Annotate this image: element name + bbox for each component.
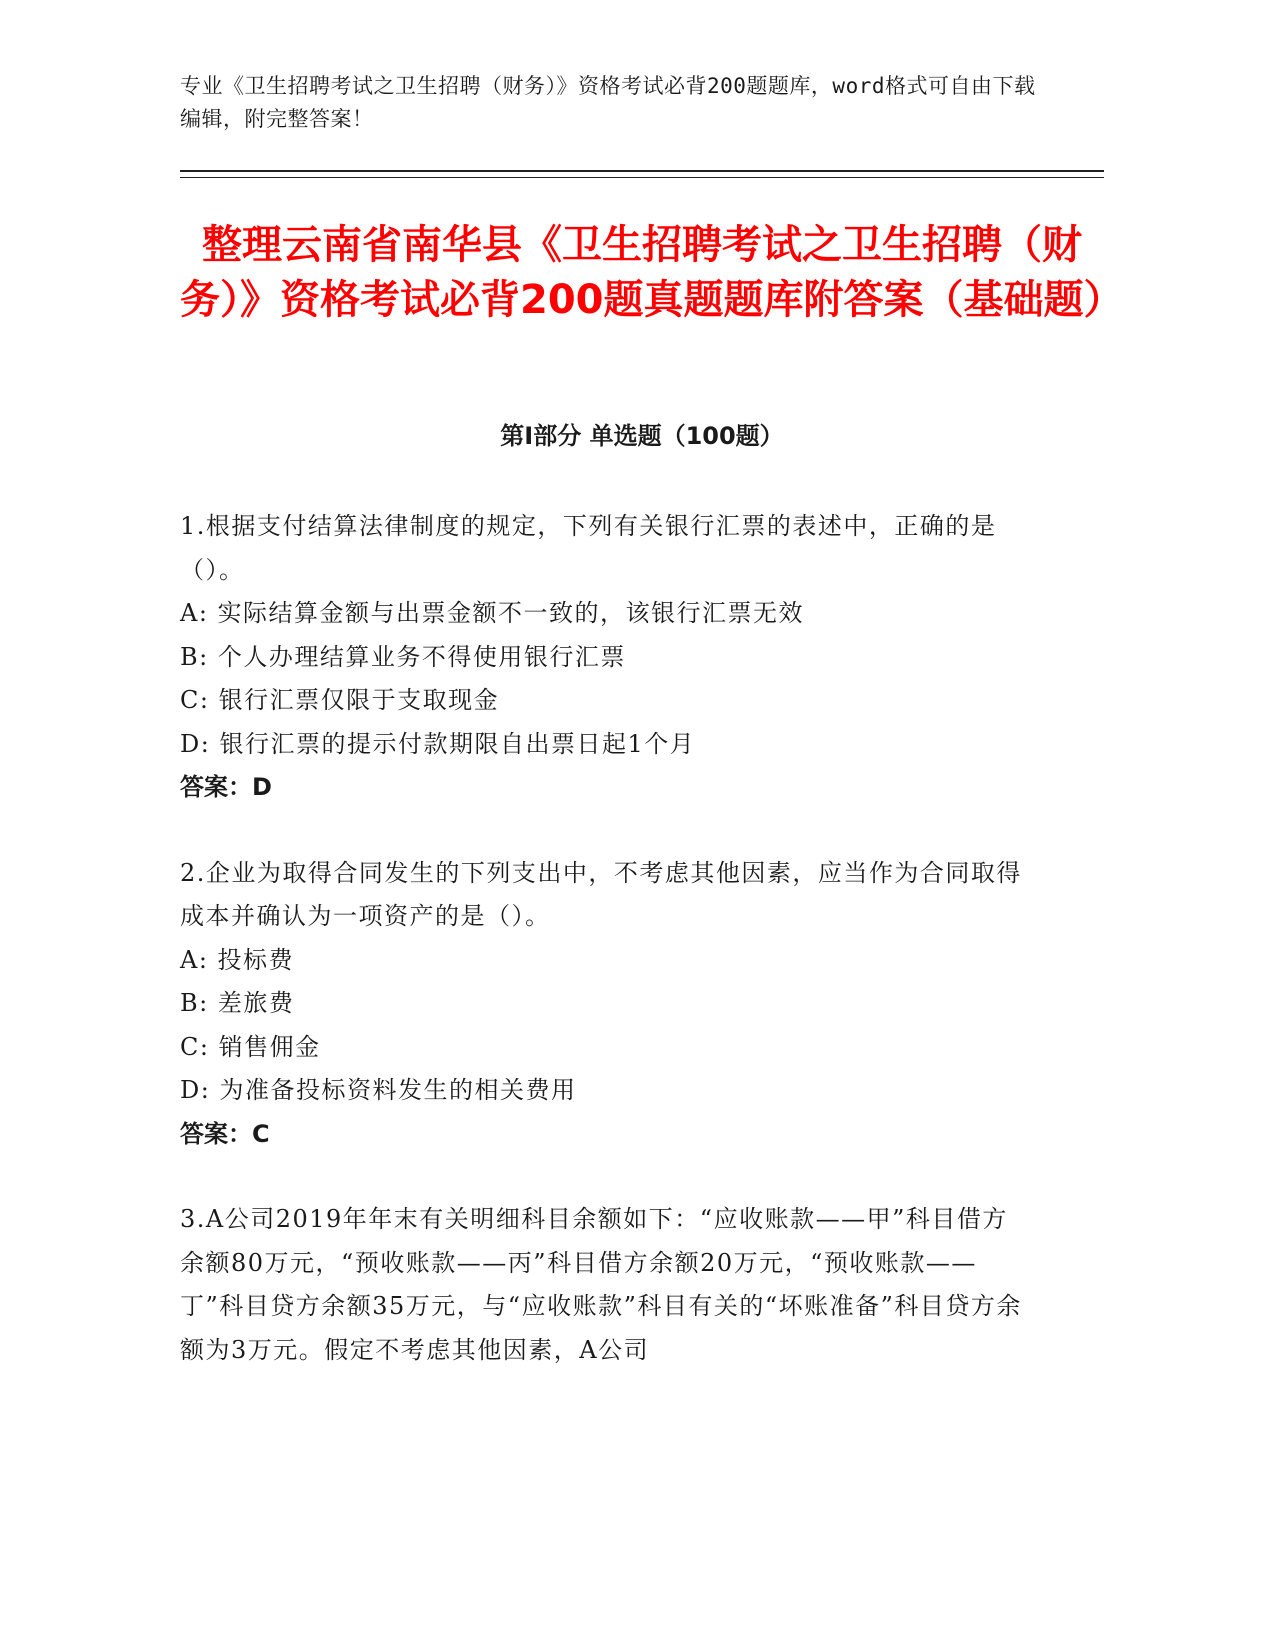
- question-3: [180, 1198, 1030, 1372]
- option-d: D: 银行汇票的提示付款期限自出票日起1个月: [180, 729, 696, 758]
- answer: 答案：D: [180, 773, 272, 801]
- header-divider-thin: [180, 177, 1104, 178]
- document-title: 整理云南省南华县《卫生招聘考试之卫生招聘（财务）》资格考试必背200题真题题库附答案（基础题）: [180, 222, 1124, 323]
- option-a: A: 实际结算金额与出票金额不一致的，该银行汇票无效: [180, 599, 805, 627]
- option-b: B: 差旅费: [180, 989, 295, 1017]
- header-divider-thick: [180, 170, 1104, 172]
- option-b: B: 个人办理结算业务不得使用银行汇票: [180, 642, 626, 671]
- header-note: 专业《卫生招聘考试之卫生招聘（财务）》资格考试必背200题题库，word格式可自由下载编辑，附完整答案！: [180, 74, 1036, 131]
- option-c: C: 银行汇票仅限于支取现金: [180, 686, 500, 714]
- answer: 答案：C: [180, 1119, 270, 1148]
- option-a: A: 投标费: [180, 945, 295, 974]
- section-heading: 第I部分 单选题（100题）: [500, 422, 784, 450]
- question-1: [180, 505, 1030, 810]
- question-stem: 1.根据支付结算法律制度的规定，下列有关银行汇票的表述中，正确的是（）。: [180, 512, 997, 584]
- question-stem: 3.A公司2019年年末有关明细科目余额如下：“应收账款——甲”科目借方余额80万元，“预收账款——丙”科目借方余额20万元，“预收账款——丁”科目贷方余额35万元，与“应收账款”科目有关的“坏账准备”科目贷方余额为3万元。假定不考虑其他因素，A公司: [180, 1205, 1022, 1364]
- question-list: [180, 505, 1030, 1414]
- question-2: [180, 852, 1030, 1157]
- option-c: C: 销售佣金: [180, 1032, 321, 1061]
- question-stem: 2.企业为取得合同发生的下列支出中，不考虑其他因素，应当作为合同取得成本并确认为一项资产的是（）。: [180, 858, 1022, 930]
- option-d: D: 为准备投标资料发生的相关费用: [180, 1076, 577, 1104]
